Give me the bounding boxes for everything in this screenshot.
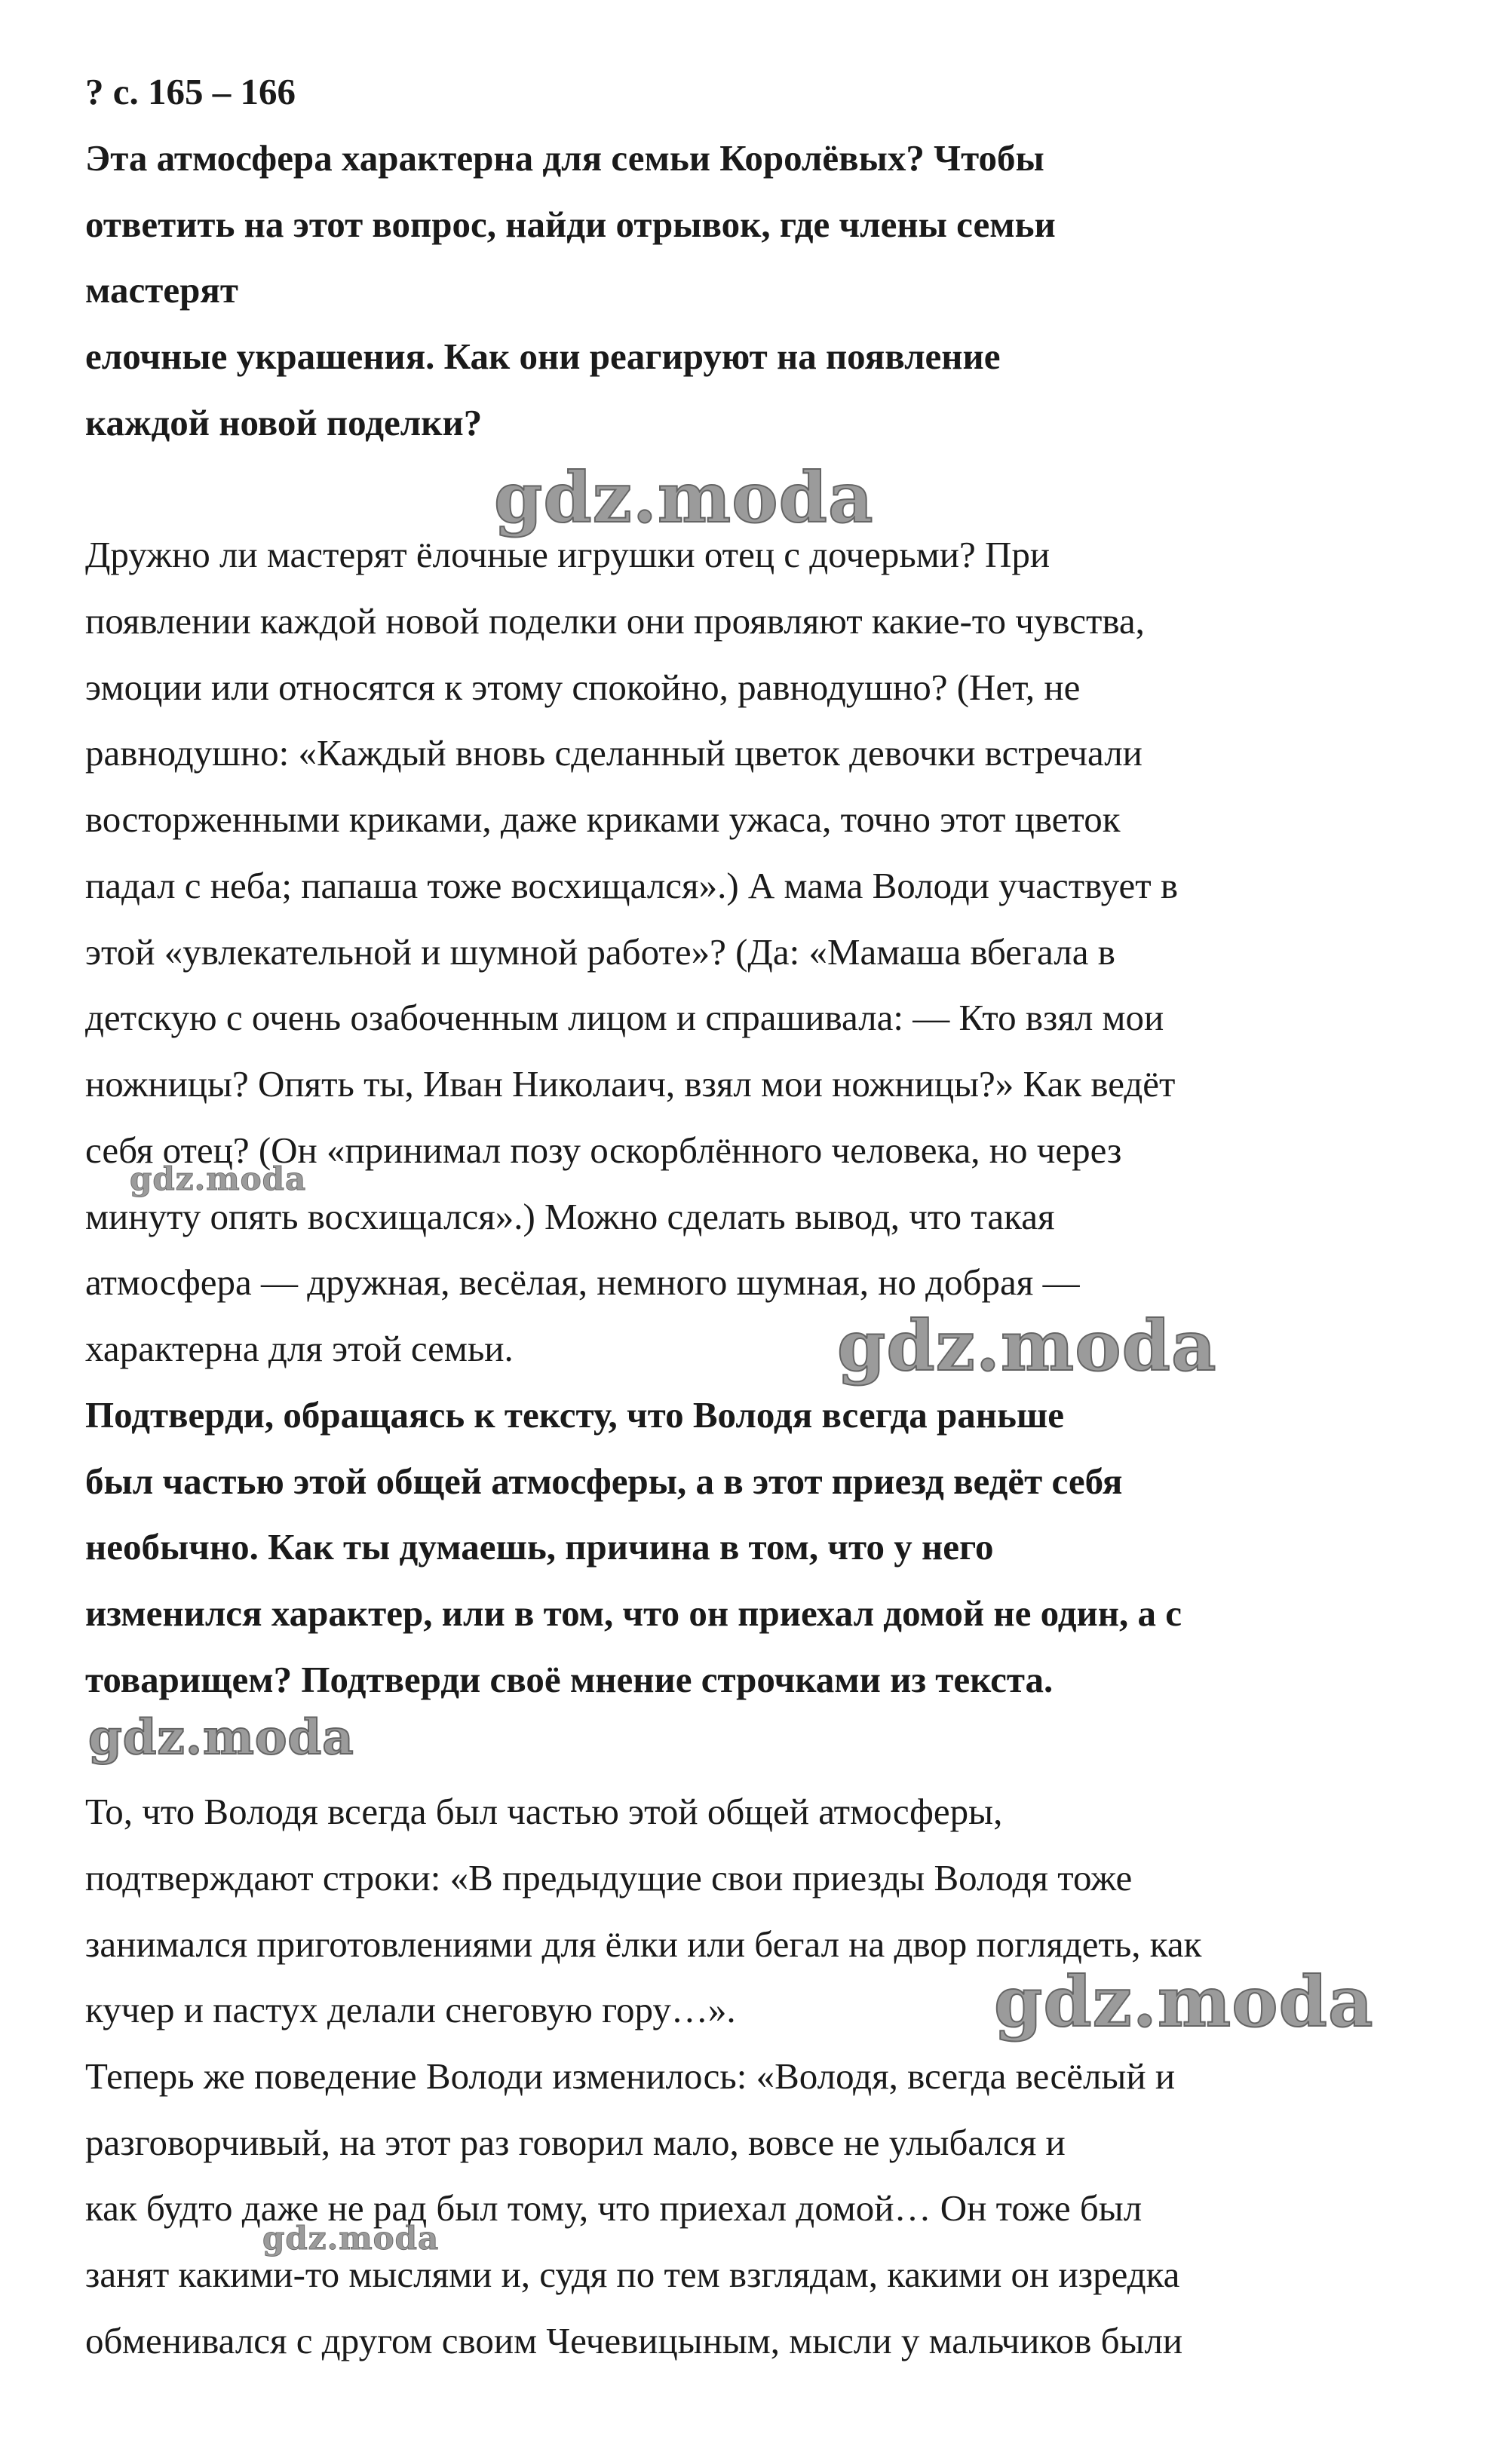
watermark-logo: gdz.moda [88, 1709, 354, 1766]
question-1-line: мастерят [85, 269, 238, 311]
question-2-line: изменился характер, или в том, что он приехал домой не один, а с [85, 1592, 1182, 1634]
answer-1-line: появлении каждой новой поделки они проявляют какие-то чувства, [85, 600, 1145, 642]
answer-2-line: обменивался с другом своим Чечевицыным, мысли у мальчиков были [85, 2320, 1183, 2361]
answer-1-line: Дружно ли мастерят ёлочные игрушки отец с дочерьми? При [85, 534, 1051, 575]
answer-2-line: Теперь же поведение Володи изменилось: «Володя, всегда весёлый и [85, 2055, 1176, 2097]
answer-1-line: характерна для этой семьи. [85, 1328, 514, 1369]
question-1-line: ответить на этот вопрос, найди отрывок, где члены семьи [85, 204, 1056, 245]
page-reference: ? с. 165 – 166 [85, 71, 296, 112]
question-2-line: необычно. Как ты думаешь, причина в том, что у него [85, 1526, 994, 1568]
question-2-line: товарищем? Подтверди своё мнение строчками из текста. [85, 1659, 1054, 1700]
answer-2-line: разговорчивый, на этот раз говорил мало, вовсе не улыбался и [85, 2122, 1066, 2163]
answer-1-line: эмоции или относятся к этому спокойно, равнодушно? (Нет, не [85, 667, 1081, 708]
watermark-logo: gdz.moda [994, 1961, 1374, 2043]
answer-2-line: То, что Володя всегда был частью этой общей атмосферы, [85, 1791, 1003, 1832]
answer-1-line: равнодушно: «Каждый вновь сделанный цветок девочки встречали [85, 732, 1143, 774]
answer-2-line: подтверждают строки: «В предыдущие свои приезды Володя тоже [85, 1857, 1133, 1899]
answer-1-line: этой «увлекательной и шумной работе»? (Да: «Мамаша вбегала в [85, 931, 1115, 973]
answer-2-line: занят какими-то мыслями и, судя по тем взглядам, какими он изредка [85, 2254, 1180, 2295]
answer-2-line: как будто даже не рад был тому, что приехал домой… Он тоже был [85, 2187, 1143, 2229]
answer-1-line: себя отец? (Он «принимал позу оскорблённого человека, но через [85, 1129, 1122, 1171]
question-2-line: был частью этой общей атмосферы, а в этот приезд ведёт себя [85, 1460, 1123, 1502]
watermark-logo: gdz.moda [494, 457, 874, 538]
question-1-line: каждой новой поделки? [85, 402, 483, 443]
answer-2-line: кучер и пастух делали снеговую гору…». [85, 1989, 736, 2030]
watermark-logo: gdz.moda [837, 1305, 1217, 1387]
question-2-line: Подтверди, обращаясь к тексту, что Володя всегда раньше [85, 1394, 1064, 1436]
answer-1-line: детскую с очень озабоченным лицом и спрашивала: — Кто взял мои [85, 997, 1164, 1038]
answer-1-line: минуту опять восхищался».) Можно сделать вывод, что такая [85, 1196, 1055, 1237]
answer-1-line: восторженными криками, даже криками ужаса, точно этот цветок [85, 798, 1121, 840]
question-1-line: елочные украшения. Как они реагируют на появление [85, 336, 1001, 377]
watermark-logo: gdz.moda [262, 2220, 440, 2257]
answer-1-line: падал с неба; папаша тоже восхищался».) А мама Володи участвует в [85, 865, 1179, 906]
answer-1-line: ножницы? Опять ты, Иван Николаич, взял мои ножницы?» Как ведёт [85, 1063, 1176, 1105]
answer-1-line: атмосфера — дружная, весёлая, немного шумная, но добрая — [85, 1261, 1080, 1303]
watermark-logo: gdz.moda [130, 1160, 307, 1197]
answer-2-line: занимался приготовлениями для ёлки или бегал на двор поглядеть, как [85, 1923, 1202, 1965]
question-1-line: Эта атмосфера характерна для семьи Королёвых? Чтобы [85, 137, 1044, 179]
